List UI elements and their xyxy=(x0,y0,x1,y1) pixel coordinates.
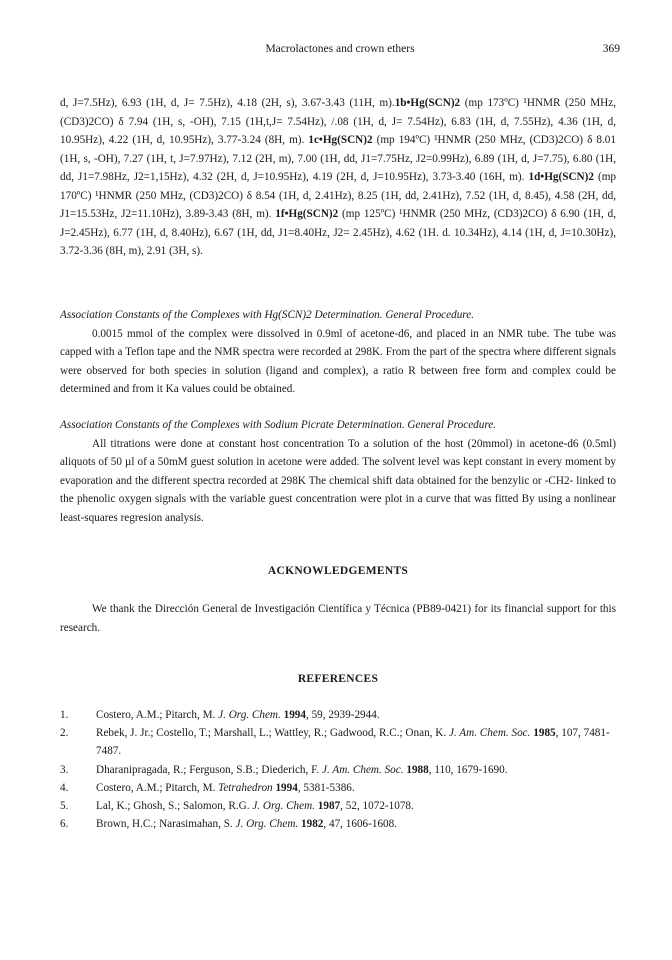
acknowledgements-heading: ACKNOWLEDGEMENTS xyxy=(267,565,409,577)
reference-authors: Rebek, J. Jr.; Costello, T.; Marshall, L.; Wattley, R.; Gadwood, R.C.; Onan, K. xyxy=(96,727,449,740)
nmr-text-2: (mp 173ºC) ¹HNMR (250 MHz, (CD3)2CO) δ 7.94 (1H, s, -OH), 7.15 (1H,t,J= 7.54Hz), /.08 (1H, d, J= 7.54Hz), 6.83 (1H, d, 7.55Hz), 4.36 (1H, d, 10.95Hz), 4.22 (1H, d, 10.95Hz), 3.77-3.24 (8H, m). xyxy=(60,97,616,146)
reference-journal: J. Org. Chem. xyxy=(252,800,315,813)
page-number: 369 xyxy=(602,43,620,55)
reference-number: 1. xyxy=(60,709,69,721)
compound-1f: 1f•Hg(SCN)2 xyxy=(275,208,339,220)
hg-procedure-heading: Association Constants of the Complexes with Hg(SCN)2 Determination. General Procedure. xyxy=(60,309,474,321)
reference-number: 6. xyxy=(60,818,69,831)
reference-authors: Dharanipragada, R.; Ferguson, S.B.; Diederich, F. xyxy=(96,763,323,776)
reference-pages: , 110, 1679-1690. xyxy=(428,763,508,776)
reference-number: 4. xyxy=(60,781,69,794)
reference-item xyxy=(60,815,616,833)
reference-item xyxy=(60,724,616,760)
reference-authors: Costero, A.M.; Pitarch, M. xyxy=(96,781,219,794)
reference-journal: J. Org. Chem. xyxy=(218,709,281,721)
reference-authors: Costero, A.M.; Pitarch, M. xyxy=(96,709,219,721)
reference-year: 1994 xyxy=(272,781,298,794)
reference-year: 1982 xyxy=(298,818,324,831)
reference-item xyxy=(60,797,616,815)
nmr-data-paragraph xyxy=(60,94,616,261)
reference-pages: , 59, 2939-2944. xyxy=(305,709,380,721)
running-title: Macrolactones and crown ethers xyxy=(265,43,415,55)
nmr-text-3: (mp 194ºC) ¹HNMR (250 MHz, (CD3)2CO) δ 8.01 (1H, s, -OH), 7.27 (1H, t, J=7.97Hz), 7.12 (2H, m), 7.00 (1H, dd, J1=7.75Hz, J2=0.99Hz), 6.89 (1H, d, J=7.75), 6.80 (1H, dd, J1=7.98Hz, J2=1,15Hz), 4.32 (2H, d, J=10.95Hz), 4.19 (2H, d, J=10.95Hz), 3.73-3.40 (16H, m). xyxy=(60,134,616,183)
references-heading: REFERENCES xyxy=(297,673,379,685)
nmr-text-4: (mp 170ºC) ¹HNMR (250 MHz, (CD3)2CO) δ 8.54 (1H, d, 2.41Hz), 8.25 (1H, dd, 2.41Hz), 7.52 (1H, d, 8.45), 4.58 (2H, dd, J1=15.53Hz, J2=11.10Hz), 3.89-3.43 (8H, m). xyxy=(60,171,617,220)
reference-pages: , 107, 7481-7487. xyxy=(96,727,610,758)
reference-pages: , 5381-5386. xyxy=(297,781,355,794)
reference-year: 1987 xyxy=(315,800,341,813)
hg-procedure-section xyxy=(60,306,616,399)
reference-authors: Brown, H.C.; Narasimahan, S. xyxy=(96,818,236,831)
picrate-procedure-section xyxy=(60,416,616,527)
reference-journal: J. Am. Chem. Soc. xyxy=(448,727,531,740)
picrate-procedure-text: All titrations were done at constant host concentration To a solution of the host (20mmol) in acetone-d6 (0.5ml) aliquots of 50 µl of a 50mM guest solution in acetone were added. The solvent level was kept constant in every moment by evaporation and the different spectra recorded at 298K The chemical shift data obtained for the benzylic or -CH2- linked to the phenolic oxygen signals with the variable guest concentration were plot in a curve that was fitted By using a nonlinear least-squares regresion analysis. xyxy=(60,437,616,524)
reference-item xyxy=(60,761,616,779)
compound-1b: 1b•Hg(SCN)2 xyxy=(394,97,461,109)
reference-number: 2. xyxy=(60,727,69,740)
reference-journal: J. Org. Chem. xyxy=(235,818,299,831)
reference-journal: Tetrahedron xyxy=(218,781,273,794)
reference-number: 3. xyxy=(60,763,69,776)
reference-authors: Lal, K.; Ghosh, S.; Salomon, R.G. xyxy=(96,800,253,813)
reference-item xyxy=(60,706,616,724)
picrate-procedure-heading: Association Constants of the Complexes with Sodium Picrate Determination. General Procedure. xyxy=(60,419,497,431)
acknowledgements-text: We thank the Dirección General de Investigación Científica y Técnica (PB89-0421) for its financial support for this research. xyxy=(60,603,616,634)
compound-1d: 1d•Hg(SCN)2 xyxy=(528,171,594,183)
reference-pages: , 47, 1606-1608. xyxy=(323,818,398,831)
reference-item xyxy=(60,779,616,797)
reference-year: 1994 xyxy=(280,709,306,721)
nmr-text-1: d, J=7.5Hz), 6.93 (1H, d, J= 7.5Hz), 4.18 (2H, s), 3.67-3.43 (11H, m). xyxy=(60,97,395,109)
reference-number: 5. xyxy=(60,800,69,813)
references-list xyxy=(60,706,616,833)
nmr-text-5: (mp 125ºC) ¹HNMR (250 MHz, (CD3)2CO) δ 6.90 (1H, d, J=2.45Hz), 6.77 (1H, d, 8.40Hz), 6.67 (1H, dd, J1=8.40Hz, J2= 2.45Hz), 4.62 (1H. d. 10.34Hz), 4.14 (1H, d, J=10.30Hz), 3.72-3.36 (8H, m), 2.91 (3H, s). xyxy=(60,208,617,257)
reference-pages: , 52, 1072-1078. xyxy=(340,800,414,813)
reference-journal: J. Am. Chem. Soc. xyxy=(322,763,404,776)
compound-1c: 1c•Hg(SCN)2 xyxy=(308,134,373,146)
hg-procedure-text: 0.0015 mmol of the complex were dissolved in 0.9ml of acetone-d6, and placed in an NMR tube. The tube was capped with a Teflon tape and the NMR spectra were recorded at 298K. From the part of the spectra where different signals were observed for both species in solution (ligand and complex), a ratio R between free form and complex could be determined and from it Ka values could be obtained. xyxy=(60,327,616,395)
reference-year: 1988 xyxy=(403,763,429,776)
acknowledgements-section xyxy=(60,600,616,637)
running-header xyxy=(60,43,620,59)
reference-year: 1985 xyxy=(530,727,556,740)
